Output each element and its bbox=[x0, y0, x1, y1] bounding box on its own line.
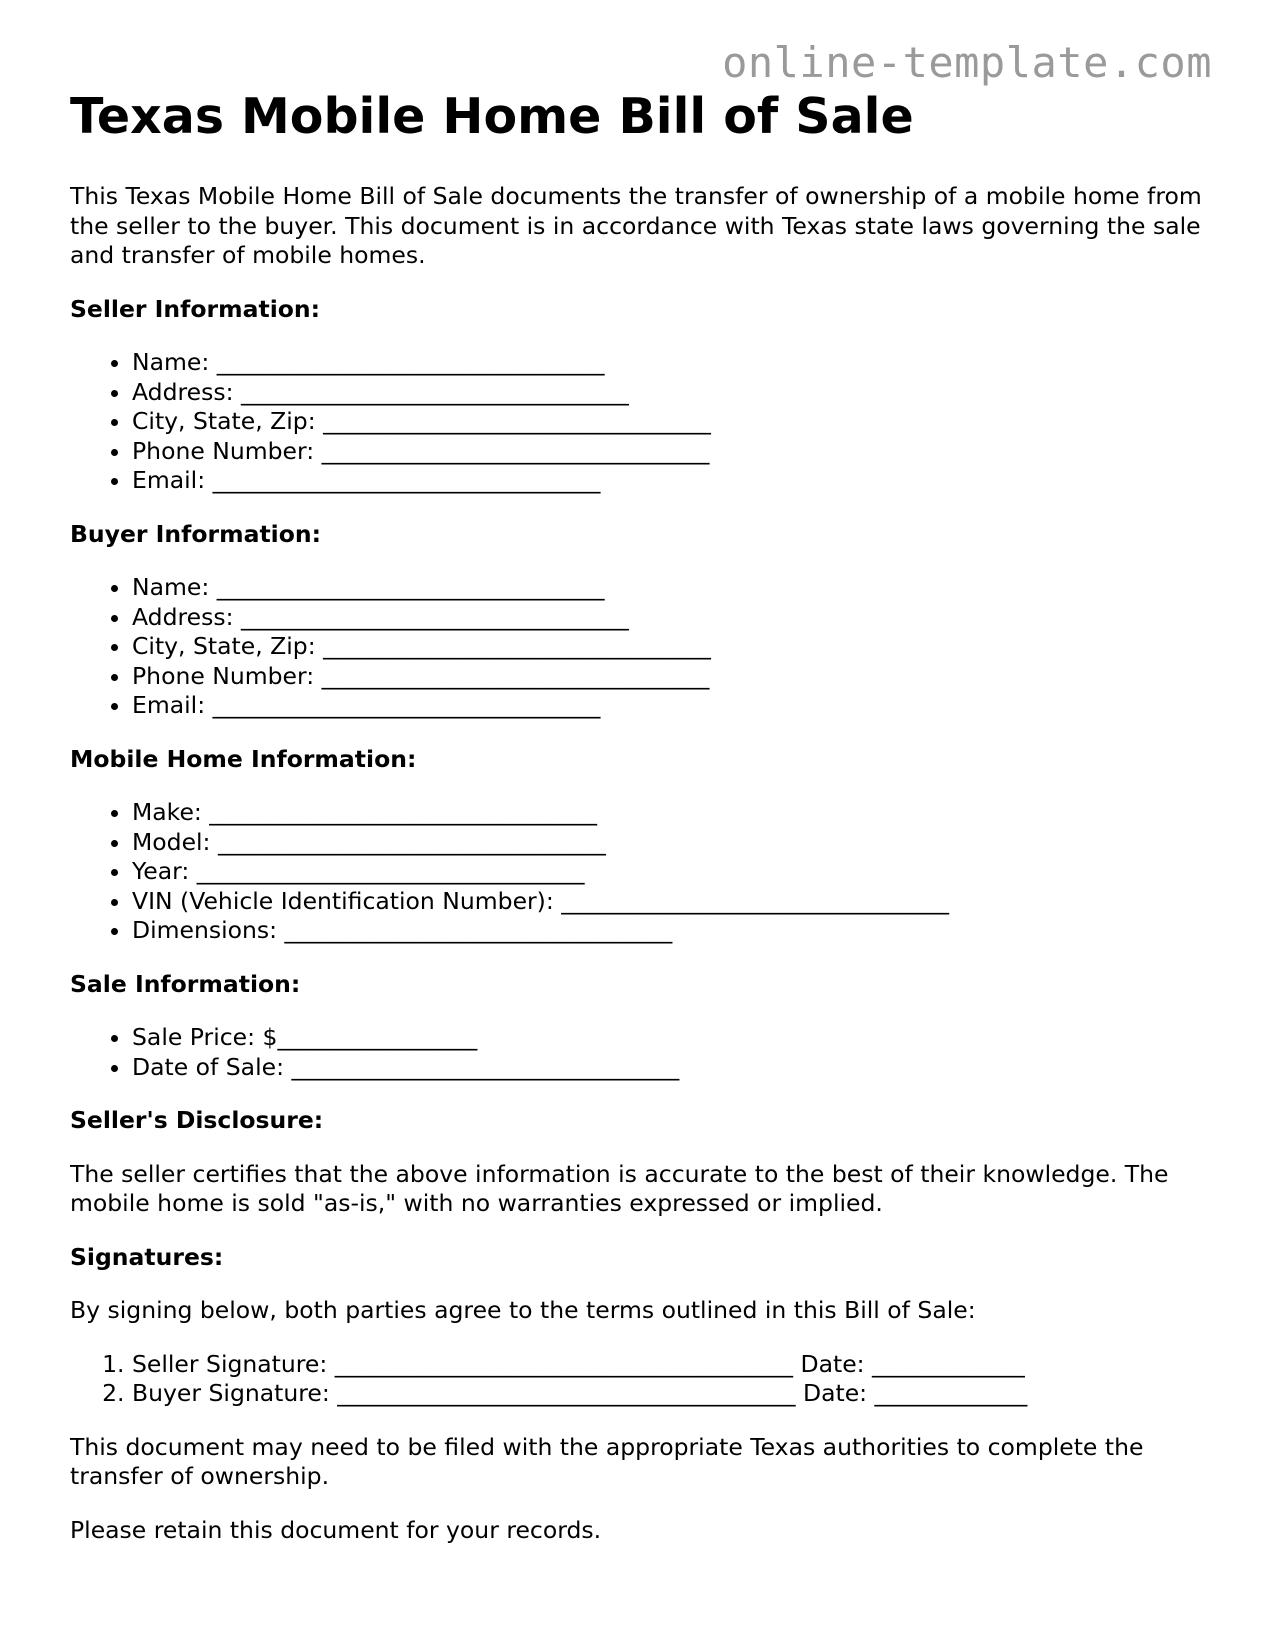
buyer-fields bbox=[70, 573, 1210, 721]
buyer-heading: Buyer Information: bbox=[70, 519, 322, 548]
buyer-signature-line: 2. Buyer Signature: _______________________________________ Date: _____________ bbox=[132, 1379, 1210, 1409]
watermark: online-template.com bbox=[722, 38, 1212, 87]
document-title: Texas Mobile Home Bill of Sale bbox=[70, 88, 914, 145]
year-field: • Year: _________________________________ bbox=[132, 857, 1210, 887]
signatures-intro: By signing below, both parties agree to the terms outlined in this Bill of Sale: bbox=[70, 1296, 976, 1324]
signature-lines bbox=[70, 1350, 1210, 1409]
filing-note: This document may need to be filed with the appropriate Texas authorities to complete the transfer of ownership. bbox=[70, 1432, 1144, 1490]
sale-price-field: • Sale Price: $_________________ bbox=[132, 1023, 1210, 1053]
vin-field: • VIN (Vehicle Identification Number): _________________________________ bbox=[132, 887, 1210, 917]
retain-note: Please retain this document for your records. bbox=[70, 1515, 602, 1544]
disclosure-paragraph: The seller certifies that the above information is accurate to the best of their knowledge. The mobile home is sold "as-is," with no warranties expressed or implied. bbox=[70, 1159, 1169, 1217]
seller-city-state-zip-field: • City, State, Zip: _________________________________ bbox=[132, 407, 1210, 437]
sale-fields bbox=[70, 1023, 1210, 1082]
disclosure-heading: Seller's Disclosure: bbox=[70, 1106, 324, 1134]
buyer-phone-field: • Phone Number: _________________________________ bbox=[132, 662, 1210, 692]
seller-name-field: • Name: _________________________________ bbox=[132, 348, 1210, 378]
seller-address-field: • Address: _________________________________ bbox=[132, 378, 1210, 408]
mobile-home-fields bbox=[70, 798, 1210, 946]
seller-signature-line: 1. Seller Signature: _______________________________________ Date: _____________ bbox=[132, 1350, 1210, 1380]
document-body bbox=[70, 182, 1210, 1569]
buyer-address-field: • Address: _________________________________ bbox=[132, 603, 1210, 633]
make-field: • Make: _________________________________ bbox=[132, 798, 1210, 828]
dimensions-field: • Dimensions: _________________________________ bbox=[132, 916, 1210, 946]
buyer-email-field: • Email: _________________________________ bbox=[132, 691, 1210, 721]
sale-heading: Sale Information: bbox=[70, 969, 301, 998]
seller-email-field: • Email: _________________________________ bbox=[132, 466, 1210, 496]
buyer-name-field: • Name: _________________________________ bbox=[132, 573, 1210, 603]
model-field: • Model: _________________________________ bbox=[132, 828, 1210, 858]
seller-phone-field: • Phone Number: _________________________________ bbox=[132, 437, 1210, 467]
mobile-home-heading: Mobile Home Information: bbox=[70, 744, 417, 773]
date-of-sale-field: • Date of Sale: _________________________________ bbox=[132, 1053, 1210, 1083]
seller-heading: Seller Information: bbox=[70, 294, 321, 323]
buyer-city-state-zip-field: • City, State, Zip: _________________________________ bbox=[132, 632, 1210, 662]
seller-fields bbox=[70, 348, 1210, 496]
intro-paragraph: This Texas Mobile Home Bill of Sale documents the transfer of ownership of a mobile home from the seller to the buyer. This document is in accordance with Texas state laws governing the sale and transfer of mobile homes. bbox=[70, 182, 1202, 269]
signatures-heading: Signatures: bbox=[70, 1242, 224, 1271]
